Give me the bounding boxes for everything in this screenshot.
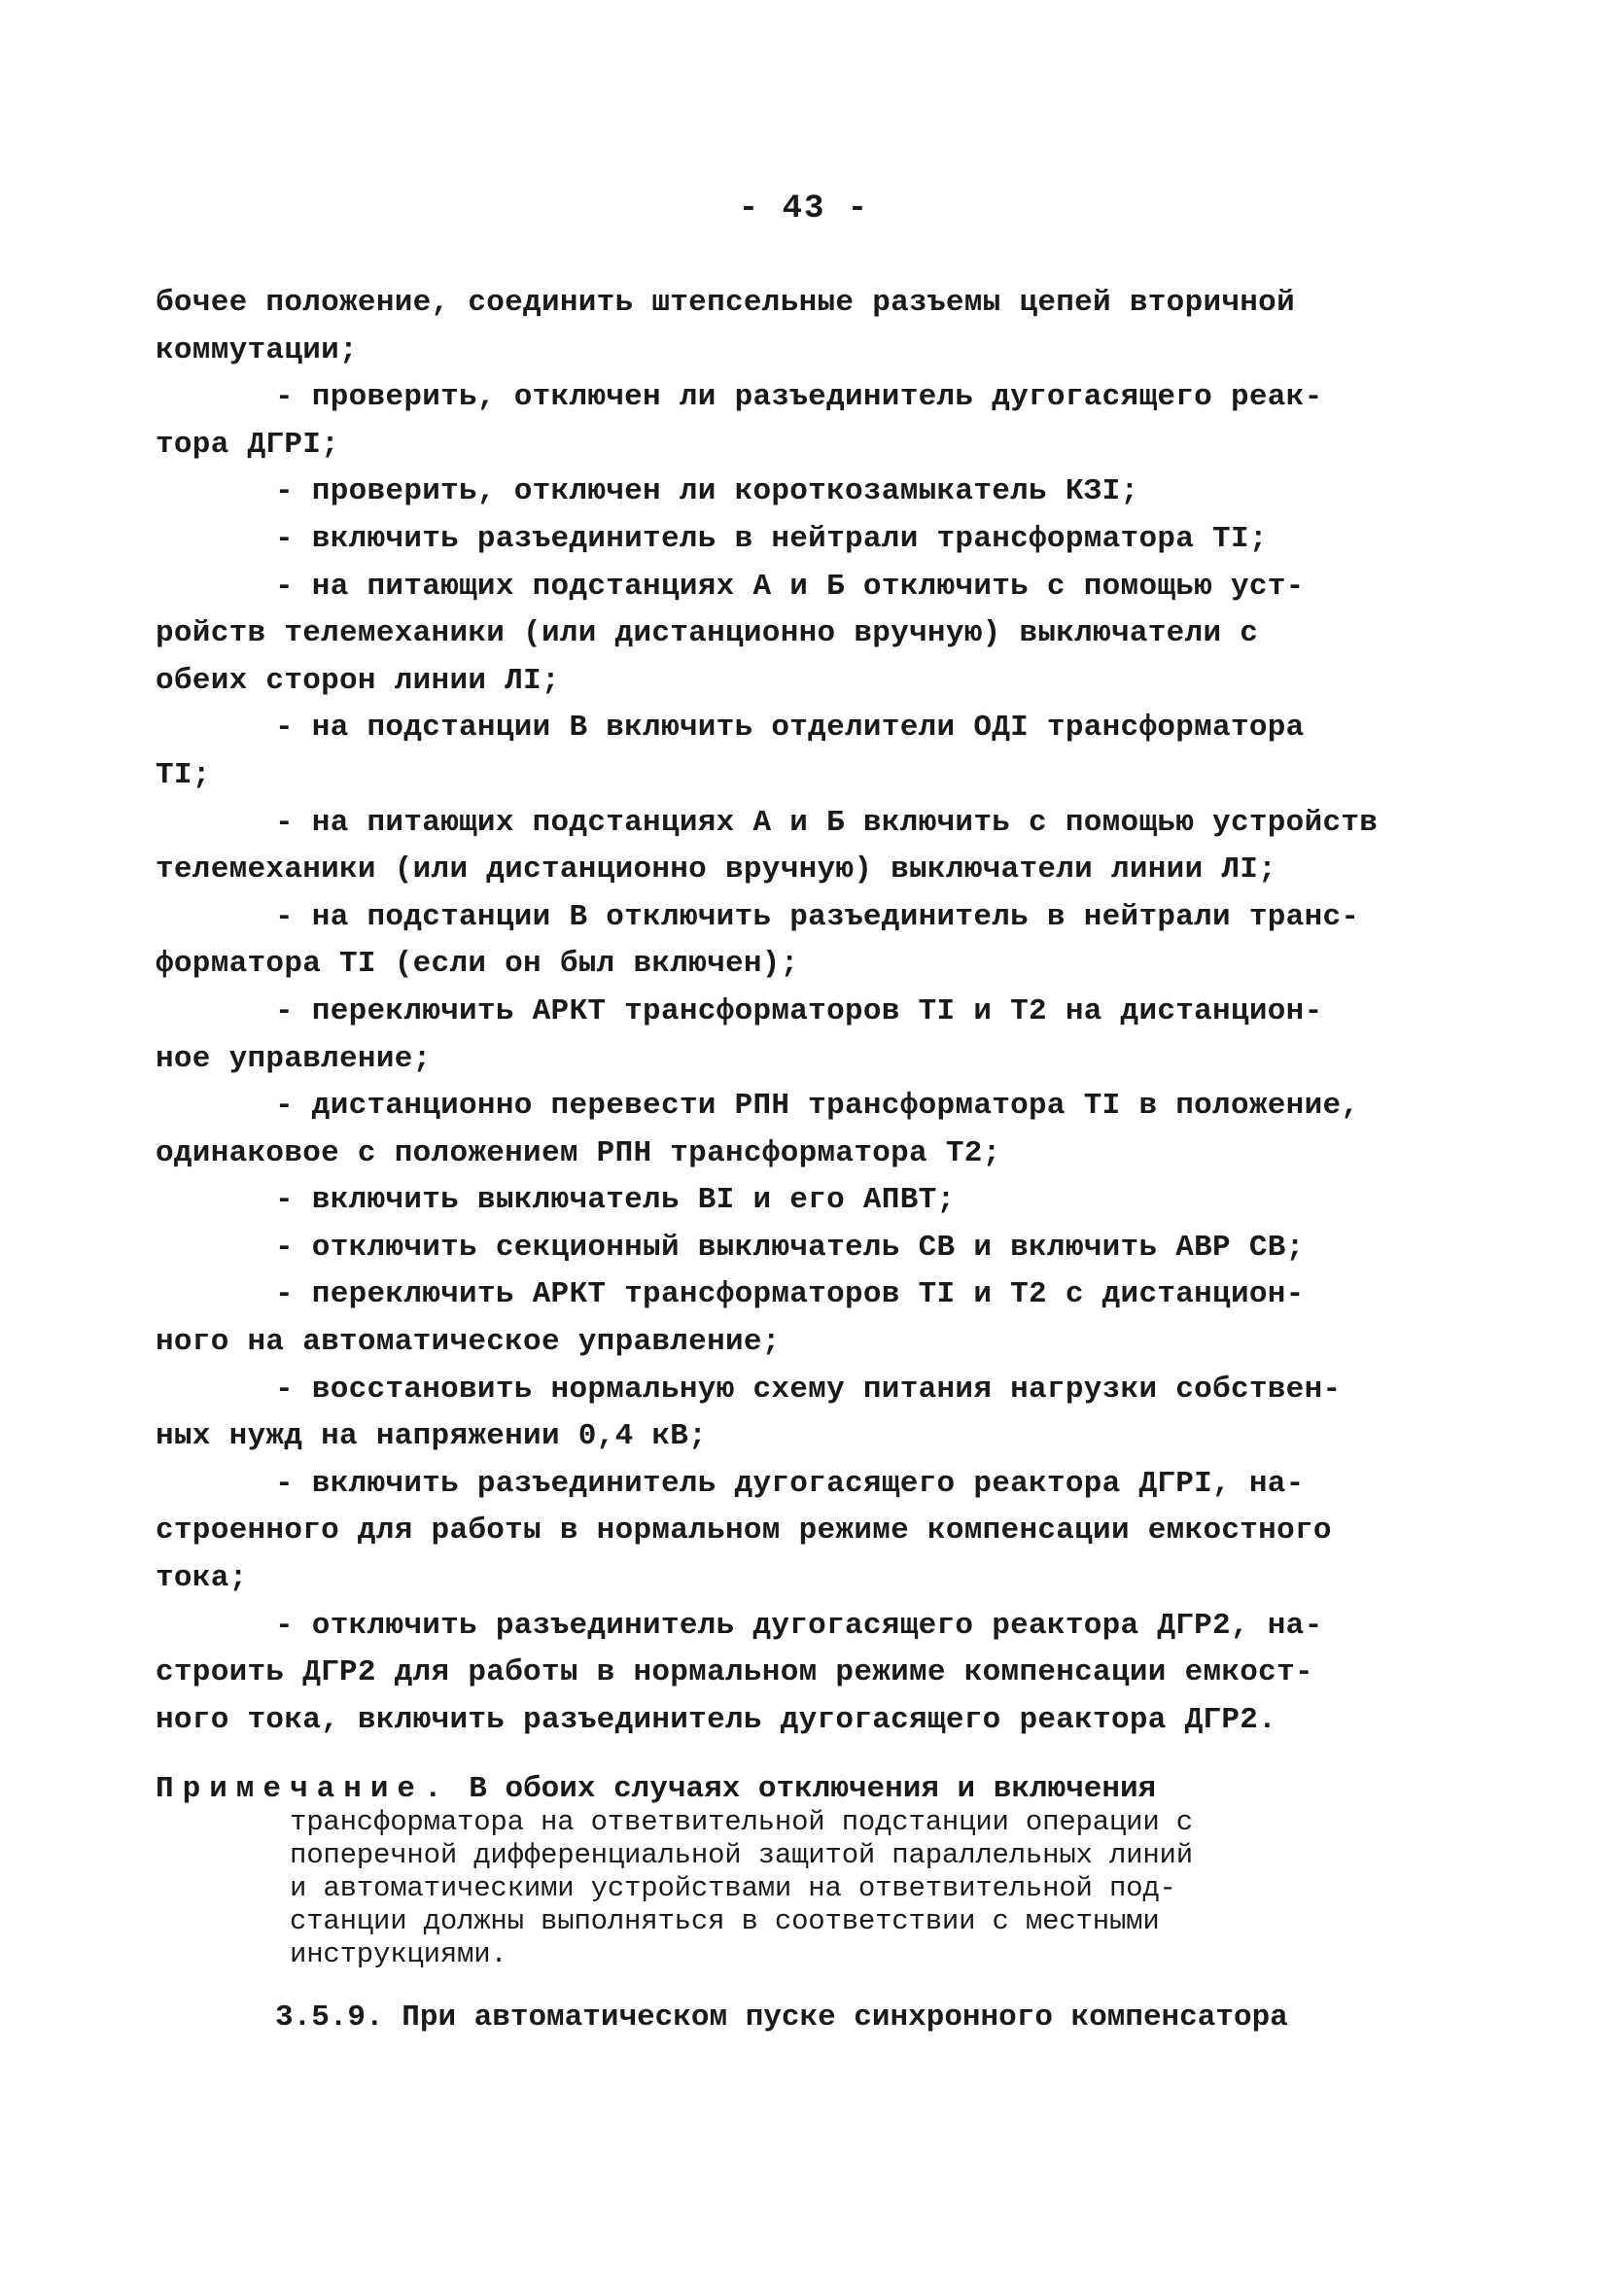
text-line: - отключить разъединитель дугогасящего реактора ДГР2, на- [275, 1608, 1323, 1643]
note-line: трансформатора на ответвительной подстанции операции с [290, 1806, 1193, 1838]
text-line: одинаковое с положением РПН трансформатора Т2; [156, 1135, 1001, 1170]
note-body [156, 1806, 1400, 1971]
text-line: ное управление; [156, 1041, 432, 1076]
text-line: строить ДГР2 для работы в нормальном режиме компенсации емкост- [156, 1655, 1313, 1690]
text-line: тока; [156, 1561, 248, 1596]
text-line: - включить разъединитель в нейтрали трансформатора TI; [275, 521, 1268, 556]
text-line: - на подстанции В включить отделители ОДI трансформатора [275, 711, 1305, 746]
section-line [156, 1995, 1497, 2041]
text-line: - восстановить нормальную схему питания нагрузки собствен- [275, 1372, 1342, 1407]
text-line: тора ДГРI; [156, 427, 340, 462]
text-line: ного тока, включить разъединитель дугогасящего реактора ДГР2. [156, 1702, 1277, 1737]
note-first-line [156, 1773, 1400, 1806]
text-line: - на подстанции В отключить разъединитель в нейтрали транс- [275, 899, 1360, 934]
page-number: - 43 - [738, 191, 870, 227]
body-text [156, 280, 1497, 1744]
text-line: обеих сторон линии ЛI; [156, 663, 560, 698]
text-line: ных нужд на напряжении 0,4 кВ; [156, 1419, 708, 1454]
text-line: ного на автоматическое управление; [156, 1325, 781, 1360]
note-block [156, 1773, 1400, 1971]
text-line: - дистанционно перевести РПН трансформатора TI в положение, [275, 1089, 1360, 1124]
text-line: - переключить АРКТ трансформаторов TI и T2 на дистанцион- [275, 993, 1323, 1028]
note-line: поперечной дифференциальной защитой параллельных линий [290, 1839, 1193, 1871]
text-line: - отключить секционный выключатель СВ и включить АВР СВ; [275, 1230, 1305, 1265]
text-line: бочее положение, соединить штепсельные разъемы цепей вторичной [156, 286, 1295, 320]
section-3-5-9 [156, 1995, 1497, 2041]
text-line: строенного для работы в нормальном режиме компенсации емкостного [156, 1513, 1332, 1548]
note-first-line-text: В обоих случаях отключения и включения [469, 1772, 1157, 1806]
text-line: коммутации; [156, 332, 358, 367]
text-line: - включить разъединитель дугогасящего реактора ДГРI, на- [275, 1466, 1305, 1501]
text-line: TI; [156, 757, 211, 792]
note-lead: Примечание. [156, 1772, 451, 1806]
note-line: инструкциями. [290, 1938, 507, 1970]
text-line: - на питающих подстанциях А и Б включить с помощью устройств [275, 805, 1379, 840]
section-number: 3.5.9. [275, 2000, 384, 2035]
section-text: При автоматическом пуске синхронного компенсатора [402, 2000, 1288, 2035]
text-line: - на питающих подстанциях А и Б отключить с помощью уст- [275, 569, 1305, 604]
text-line: - включить выключатель BI и его АПВТ; [275, 1183, 956, 1218]
text-line: ройств телемеханики (или дистанционно вручную) выключатели с [156, 616, 1259, 651]
text-line: - проверить, отключен ли короткозамыкатель КЗI; [275, 474, 1139, 509]
text-line: форматора TI (если он был включен); [156, 947, 799, 982]
text-line: - проверить, отключен ли разъединитель дугогасящего реак- [275, 380, 1323, 415]
note-line: и автоматическими устройствами на ответвительной под- [290, 1872, 1176, 1904]
note-line: станции должны выполняться в соответствии с местными [290, 1905, 1160, 1937]
text-line: телемеханики (или дистанционно вручную) выключатели линии ЛI; [156, 852, 1277, 887]
text-line: - переключить АРКТ трансформаторов TI и T2 с дистанцион- [275, 1277, 1305, 1312]
